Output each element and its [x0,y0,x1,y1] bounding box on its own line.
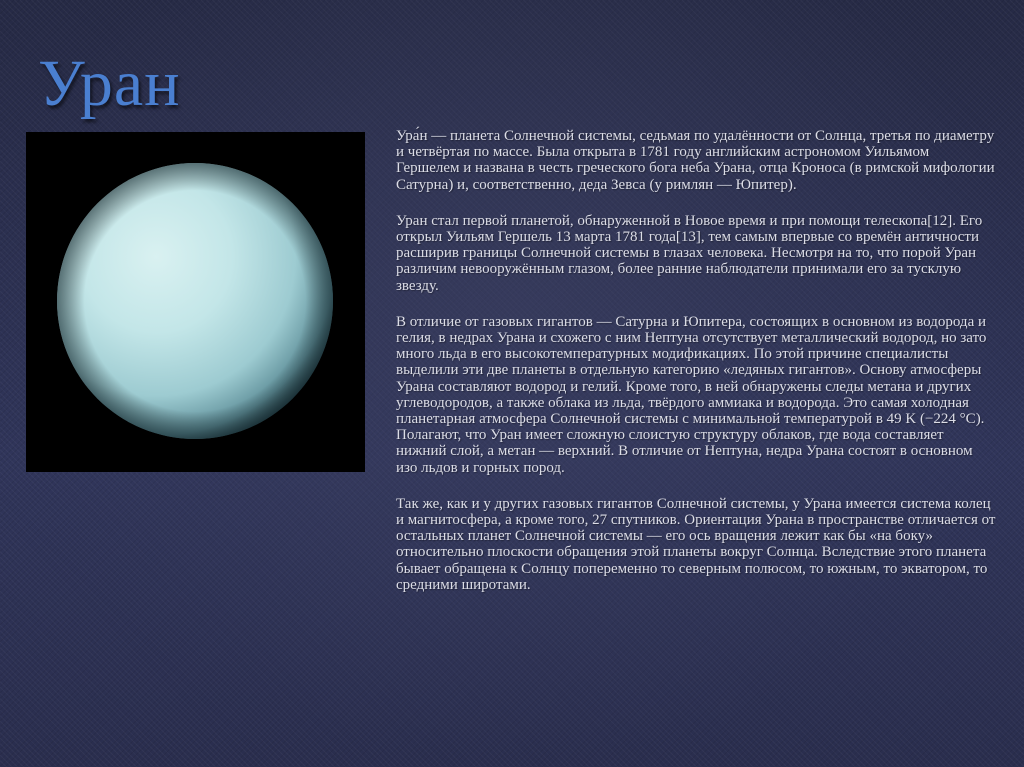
paragraph-1: Ура́н — планета Солнечной системы, седьмая по удалённости от Солнца, третья по диаметру и четвёртая по массе. Была открыта в 1781 году английским астрономом Уильямом Гершелем и названа в честь греческого бога неба Урана, отца Кроноса (в римской мифологии Сатурна) и, соответственно, деда Зевса (у римлян — Юпитер). [396,128,995,193]
paragraph-3: В отличие от газовых гигантов — Сатурна и Юпитера, состоящих в основном из водорода и гелия, в недрах Урана и схожего с ним Нептуна отсутствует металлический водород, но зато много льда в его высокотемпературных модификациях. По этой причине специалисты выделили эти две планеты в отдельную категорию «ледяных гигантов». Основу атмосферы Урана составляют водород и гелий. Кроме того, в ней обнаружены следы метана и других углеводородов, а также облака из льда, твёрдого аммиака и водорода. Это самая холодная планетарная атмосфера Солнечной системы с минимальной температурой в 49 K (−224 °C). Полагают, что Уран имеет сложную слоистую структуру облаков, где вода составляет нижний слой, а метан — верхний. В отличие от Нептуна, недра Урана состоят в основном изо льдов и горных пород. [396,313,987,476]
slide-title: Уран [38,47,181,120]
description-text [396,128,996,613]
paragraph-2: Уран стал первой планетой, обнаруженной в Новое время и при помощи телескопа[12]. Его открыл Уильям Гершель 13 марта 1781 года[13], тем самым впервые со времён античности расширив границы Солнечной системы в глазах человека. Несмотря на то, что порой Уран различим невооружённым глазом, более ранние наблюдатели принимали его за тусклую звезду. [396,212,983,294]
uranus-image [26,132,365,472]
uranus-planet-graphic [26,132,365,472]
paragraph-4: Так же, как и у других газовых гигантов Солнечной системы, у Урана имеется система колец и магнитосфера, а кроме того, 27 спутников. Ориентация Урана в пространстве отличается от остальных планет Солнечной системы — его ось вращения лежит как бы «на боку» относительно плоскости обращения этой планеты вокруг Солнца. Вследствие этого планета бывает обращена к Солнцу попеременно то северным полюсом, то южным, то экватором, то средними широтами. [396,495,996,593]
